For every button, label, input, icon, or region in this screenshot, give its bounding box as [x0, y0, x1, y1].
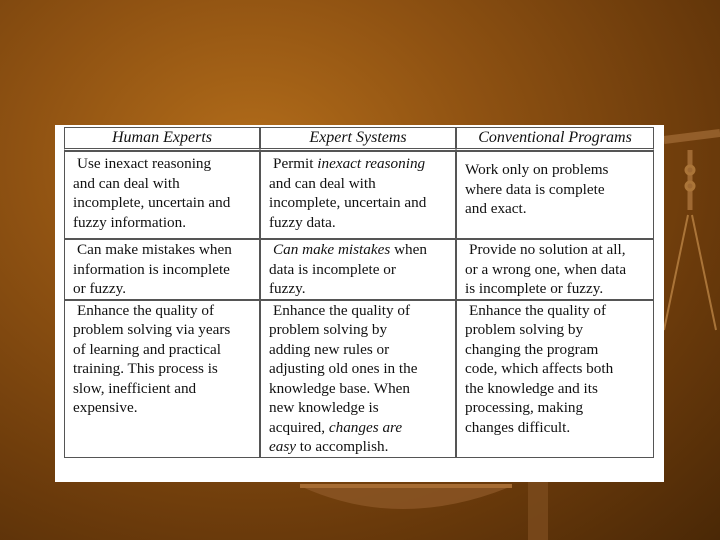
- column-header-expert-systems: Expert Systems: [260, 127, 456, 151]
- column-header-conventional-programs: Conventional Programs: [456, 127, 654, 151]
- cell-line: processing, making: [465, 399, 584, 416]
- cell-line: incomplete, uncertain and: [269, 194, 427, 211]
- cell-line: [269, 154, 449, 174]
- table-cell-expert-reasoning: [260, 151, 456, 239]
- cell-line: and can deal with: [73, 174, 180, 192]
- table-row: [64, 151, 654, 239]
- cell-line: expensive.: [73, 399, 138, 416]
- table-cell-expert-quality: [260, 300, 456, 458]
- cell-line: fuzzy.: [269, 280, 306, 297]
- cell-line: Enhance the quality of: [77, 301, 215, 319]
- cell-line: training. This process is: [73, 360, 218, 377]
- cell-line: and exact.: [465, 200, 527, 217]
- comparison-table-card: [55, 125, 664, 482]
- cell-line: changing the program: [465, 340, 599, 358]
- cell-line: fuzzy information.: [73, 213, 187, 231]
- table-row: [64, 239, 654, 300]
- comparison-table: [64, 127, 654, 458]
- cell-line: [269, 437, 449, 457]
- table-cell-expert-mistakes: [260, 239, 456, 300]
- cell-text-italic: easy: [269, 438, 296, 455]
- cell-line: Enhance the quality of: [273, 301, 411, 319]
- cell-line: is incomplete or fuzzy.: [465, 280, 604, 297]
- table-row: [64, 300, 654, 458]
- cell-line: data is incomplete or: [269, 260, 396, 278]
- cell-line: adding new rules or: [269, 340, 390, 358]
- cell-line: the knowledge and its: [465, 379, 598, 397]
- cell-line: fuzzy data.: [269, 213, 336, 231]
- cell-line: Provide no solution at all,: [469, 241, 626, 258]
- cell-line: slow, inefficient and: [73, 379, 197, 397]
- cell-line: problem solving by: [269, 321, 388, 338]
- cell-line: knowledge base. When: [269, 379, 411, 397]
- cell-text-italic: Can make mistakes: [273, 241, 391, 258]
- cell-line: of learning and practical: [73, 340, 222, 358]
- cell-line: [269, 418, 449, 438]
- table-cell-human-quality: [64, 300, 260, 458]
- table-cell-conventional-reasoning: [456, 151, 654, 239]
- cell-line: or fuzzy.: [73, 280, 126, 297]
- cell-text: Permit: [273, 155, 318, 172]
- cell-line: Use inexact reasoning: [77, 155, 212, 172]
- cell-line: or a wrong one, when data: [465, 260, 627, 278]
- table-cell-conventional-quality: [456, 300, 654, 458]
- cell-line: information is incomplete: [73, 260, 230, 278]
- cell-line: problem solving by: [465, 321, 584, 338]
- table-cell-human-reasoning: [64, 151, 260, 239]
- cell-text-italic: inexact reasoning: [317, 155, 426, 172]
- cell-line: incomplete, uncertain and: [73, 194, 231, 211]
- cell-line: Can make mistakes when: [77, 241, 232, 258]
- cell-line: [269, 240, 449, 260]
- table-header-row: [64, 127, 654, 151]
- cell-line: new knowledge is: [269, 399, 379, 416]
- cell-line: and can deal with: [269, 174, 376, 192]
- cell-text: acquired,: [269, 418, 329, 436]
- cell-line: changes difficult.: [465, 418, 571, 436]
- cell-line: where data is complete: [465, 180, 605, 198]
- cell-text: to accomplish.: [296, 438, 389, 455]
- cell-text: when: [390, 241, 427, 258]
- table-cell-conventional-mistakes: [456, 239, 654, 300]
- column-header-human-experts: Human Experts: [64, 127, 260, 151]
- cell-line: Enhance the quality of: [469, 301, 607, 319]
- cell-text-italic: changes are: [328, 418, 403, 436]
- cell-line: adjusting old ones in the: [269, 360, 418, 377]
- cell-line: Work only on problems: [465, 161, 609, 178]
- table-cell-human-mistakes: [64, 239, 260, 300]
- cell-line: code, which affects both: [465, 360, 614, 377]
- cell-line: problem solving via years: [73, 321, 231, 338]
